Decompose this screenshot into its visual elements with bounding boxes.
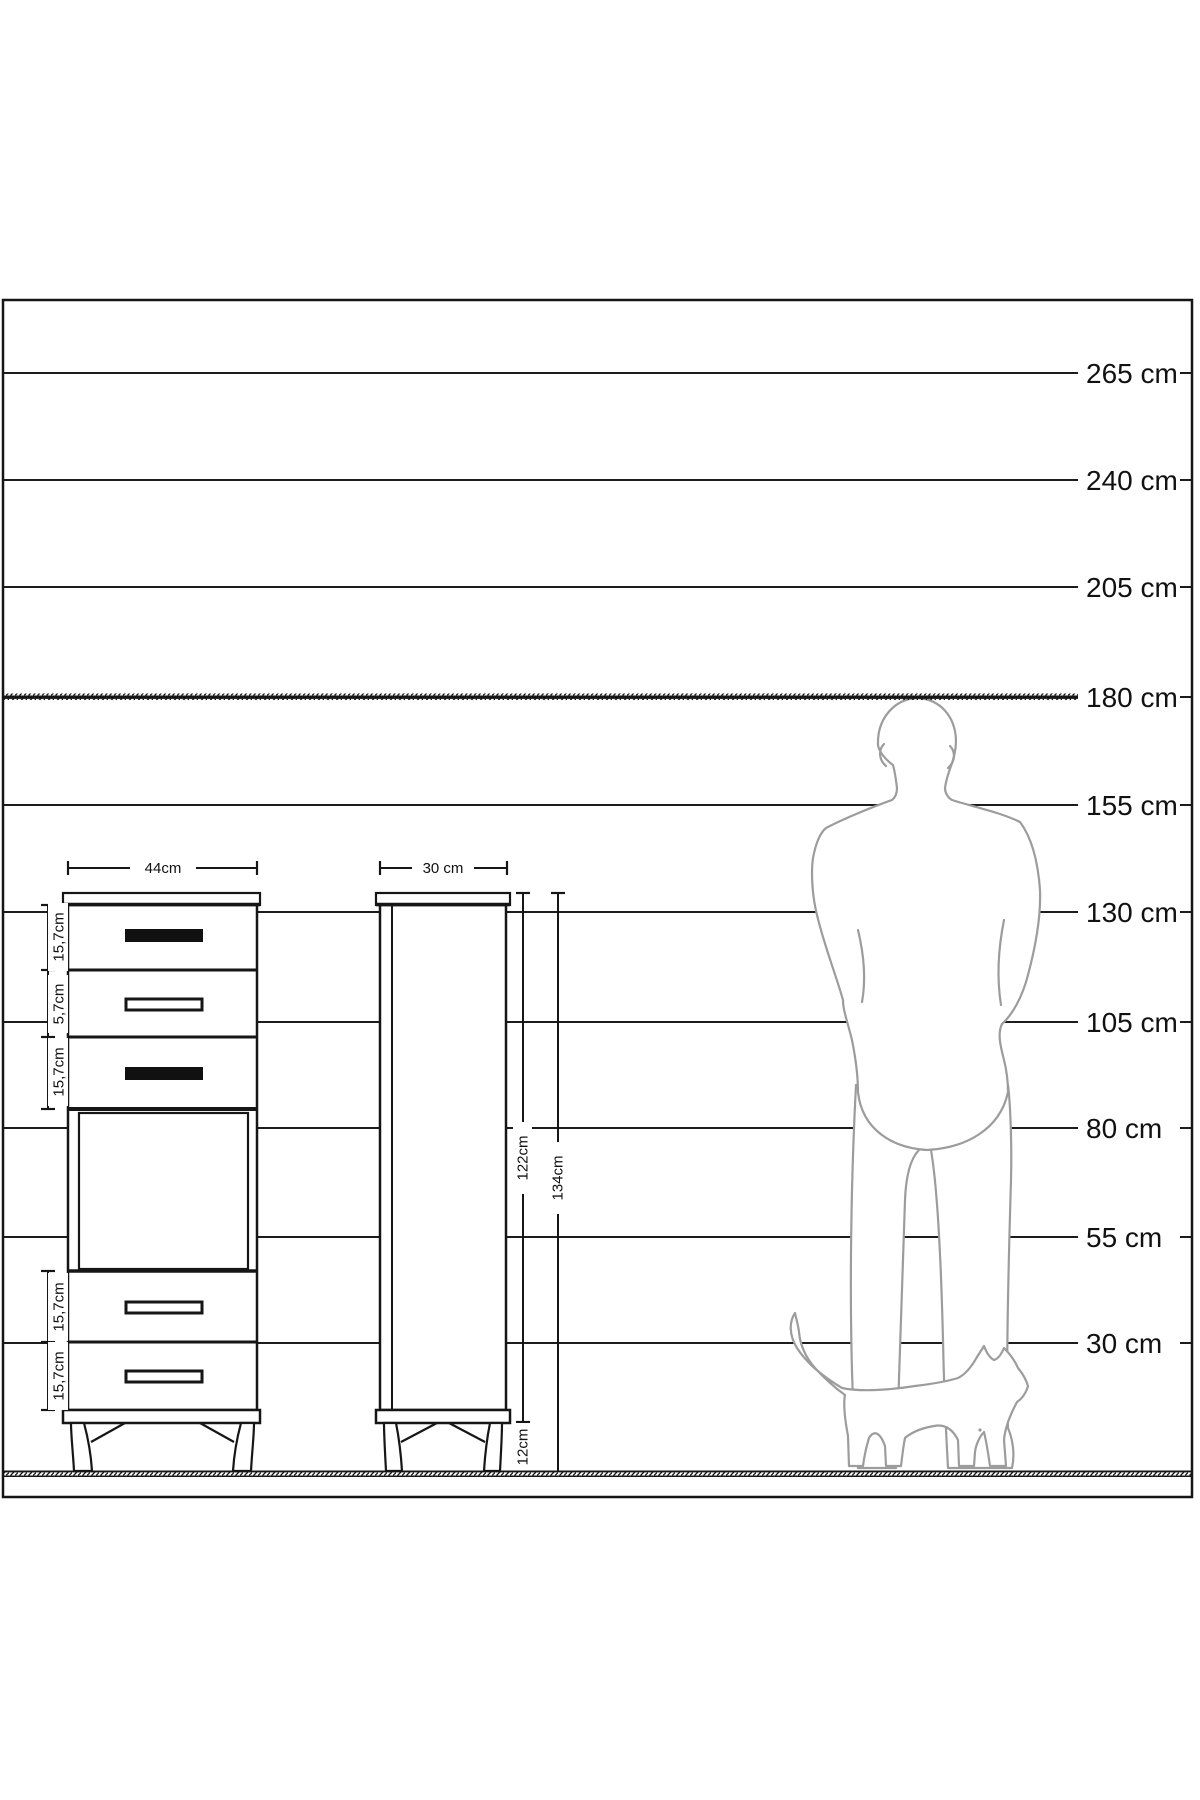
- drawer-2-height: [48, 975, 68, 1033]
- scale-label-155: 155 cm: [1086, 790, 1178, 821]
- body-height-label: 122cm: [514, 1135, 532, 1181]
- scale-label-30: 30 cm: [1086, 1328, 1163, 1359]
- scale-label-55: 55 cm: [1086, 1222, 1163, 1253]
- drawer-handle-solid: [125, 929, 203, 942]
- body-height-dimension: [513, 1122, 532, 1194]
- drawer-4-height: [48, 1273, 68, 1341]
- side-depth-label: 30 cm: [422, 860, 464, 877]
- drawer-handle-outline: [126, 1302, 202, 1313]
- scale-line-180-hatched: [4, 694, 1078, 701]
- scale-label-105: 105 cm: [1086, 1007, 1178, 1038]
- scale-label-80: 80 cm: [1086, 1113, 1163, 1144]
- side-body: [380, 905, 506, 1410]
- dresser-side-view: [376, 893, 510, 1471]
- side-base-panel: [376, 1410, 510, 1423]
- drawer-3-height-label: 15,7cm: [50, 1047, 68, 1097]
- scale-label-265: 265 cm: [1086, 358, 1178, 389]
- drawer-handle-solid: [125, 1067, 203, 1080]
- drawer-3-height: [48, 1038, 68, 1106]
- ground-line-hatched: [3, 1471, 1192, 1478]
- leg-height-label: 12cm: [514, 1428, 532, 1466]
- drawer-5-height-label: 15,7cm: [50, 1351, 68, 1401]
- front-base-panel: [63, 1410, 260, 1423]
- cat-fur-dot: [978, 1428, 981, 1431]
- drawer-4-height-label: 15,7cm: [50, 1282, 68, 1332]
- drawer-1-height: [48, 903, 68, 971]
- open-shelf-niche: [79, 1113, 248, 1269]
- drawer-handle-outline: [126, 999, 202, 1010]
- drawer-5-height: [48, 1342, 68, 1410]
- drawer-2-height-label: 5,7cm: [50, 983, 68, 1025]
- scale-label-180: 180 cm: [1086, 682, 1178, 713]
- total-height-label: 134cm: [549, 1155, 567, 1201]
- leg-height-dimension: [513, 1423, 532, 1471]
- scale-label-205: 205 cm: [1086, 572, 1178, 603]
- total-height-dimension: [548, 1142, 567, 1214]
- dresser-front-view: [63, 893, 260, 1471]
- drawer-handle-outline: [126, 1371, 202, 1382]
- scale-label-130: 130 cm: [1086, 897, 1178, 928]
- drawer-1-height-label: 15,7cm: [50, 912, 68, 962]
- front-width-label: 44cm: [144, 860, 182, 877]
- scale-label-240: 240 cm: [1086, 465, 1178, 496]
